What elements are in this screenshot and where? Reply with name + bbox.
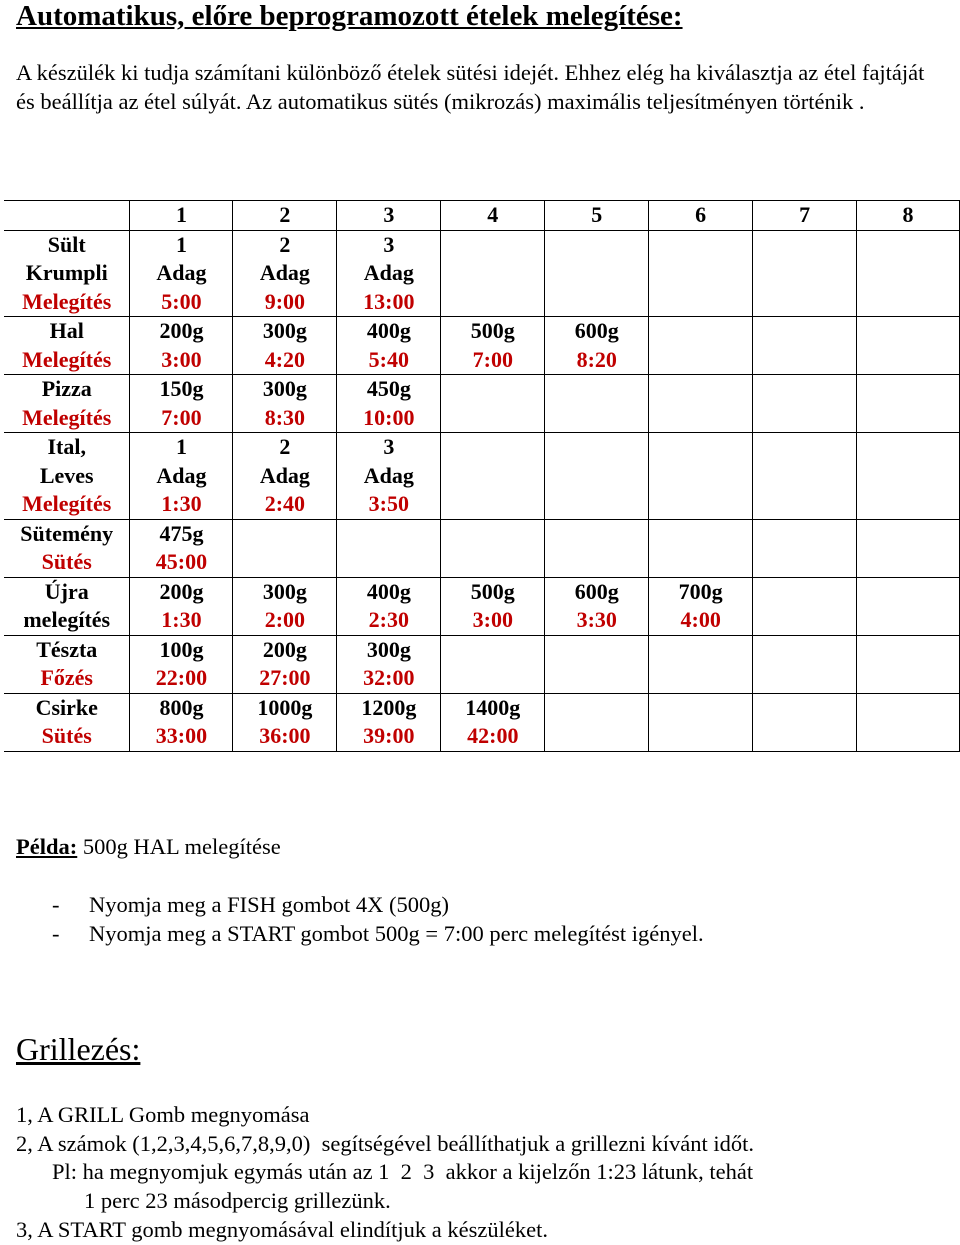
cell-time: 7:00 — [161, 404, 202, 430]
grill-heading: Grillezés: — [16, 1031, 141, 1067]
cell-amount: 300g — [262, 376, 307, 401]
row-label — [4, 635, 130, 693]
table-cell — [441, 519, 545, 577]
cell-time: 10:00 — [363, 404, 415, 430]
dash-bullet: - — [52, 921, 60, 946]
table-cell — [441, 635, 545, 693]
table-cell — [233, 230, 337, 317]
cell-amount: 1400g — [465, 694, 521, 720]
row-label — [4, 433, 130, 520]
table-cell — [337, 230, 441, 317]
cooking-times-table — [4, 200, 960, 752]
table-cell — [233, 693, 337, 751]
cell-time: 5:00 — [161, 288, 202, 314]
dash-bullet: - — [52, 892, 60, 917]
cell-amount: 600g — [574, 318, 619, 343]
table-cell — [337, 433, 441, 520]
row-label — [4, 230, 130, 317]
table-cell — [441, 577, 545, 635]
table-cell — [337, 635, 441, 693]
row-action: Melegítés — [22, 404, 112, 430]
step-text: Nyomja meg a START gombot 500g = 7:00 perc melegítést igényel. — [89, 921, 704, 946]
cell-time: 45:00 — [155, 549, 208, 574]
table-row — [4, 375, 960, 433]
table-cell — [441, 433, 545, 520]
cell-amount: 700g — [678, 578, 723, 604]
table-cell — [130, 230, 233, 317]
cell-time: 3:00 — [161, 346, 202, 372]
cell-time: 13:00 — [363, 288, 415, 314]
table-cell — [337, 519, 441, 577]
cell-amount: 500g — [470, 578, 515, 604]
row-action: Melegítés — [22, 491, 112, 516]
table-cell — [441, 230, 545, 317]
row-label-line: Újra — [44, 578, 89, 604]
column-header: 3 — [337, 201, 441, 231]
cell-amount: 1 — [175, 231, 187, 257]
row-label — [4, 317, 130, 375]
cell-amount: 300g — [366, 636, 411, 662]
example-line — [16, 832, 281, 861]
table-row — [4, 519, 960, 577]
column-header: 2 — [233, 201, 337, 231]
page-title: Automatikus, előre beprogramozott ételek melegítése: — [16, 0, 683, 32]
table-cell — [649, 375, 753, 433]
row-label — [4, 693, 130, 751]
table-cell — [753, 433, 857, 520]
grill-line: 2, A számok (1,2,3,4,5,6,7,8,9,0) segítségével beállíthatjuk a grillezni kívánt időt. — [16, 1130, 754, 1156]
cell-time: 8:20 — [576, 346, 617, 372]
table-cell — [337, 577, 441, 635]
table-cell — [130, 519, 233, 577]
table-cell — [857, 230, 960, 317]
table-cell — [753, 375, 857, 433]
table-cell — [753, 693, 857, 751]
cell-time: 4:20 — [264, 346, 306, 372]
cell-amount: Adag — [259, 260, 310, 285]
row-label-line: Hal — [49, 318, 84, 343]
cell-amount: Adag — [156, 462, 207, 488]
cell-time: 8:30 — [264, 404, 306, 430]
cell-amount: Adag — [363, 462, 414, 488]
example-label: Példa: — [16, 834, 78, 859]
table-cell — [649, 693, 753, 751]
cell-time: 32:00 — [363, 665, 415, 690]
table-cell — [130, 635, 233, 693]
cell-time: 22:00 — [155, 665, 208, 690]
table-cell — [233, 635, 337, 693]
table-cell — [753, 519, 857, 577]
cell-amount: Adag — [363, 260, 414, 285]
table-cell — [753, 230, 857, 317]
table-row — [4, 577, 960, 635]
table-cell — [233, 375, 337, 433]
cell-time: 27:00 — [259, 665, 311, 690]
grill-line: 1, A GRILL Gomb megnyomása — [16, 1102, 310, 1127]
cell-amount: 1 — [175, 434, 187, 459]
table-cell — [233, 577, 337, 635]
grill-line: Pl: ha megnyomjuk egymás után az 1 2 3 akkor a kijelzőn 1:23 látunk, tehát — [52, 1159, 754, 1185]
cell-amount: 450g — [366, 376, 411, 401]
row-label — [4, 519, 130, 577]
cell-time: 39:00 — [363, 723, 415, 748]
grill-line: 3, A START gomb megnyomásával elindítjuk a készüléket. — [16, 1216, 548, 1242]
cell-amount: Adag — [156, 260, 207, 285]
column-header: 8 — [857, 201, 960, 231]
table-cell — [337, 375, 441, 433]
list-item — [52, 890, 704, 919]
cell-time: 2:40 — [264, 491, 306, 516]
row-action: Melegítés — [22, 288, 112, 314]
grill-line: 1 perc 23 másodpercig grillezünk. — [84, 1188, 391, 1214]
row-label-line: Sütemény — [20, 520, 114, 546]
row-action: Sütés — [41, 549, 92, 574]
table-cell — [233, 433, 337, 520]
cell-amount: 1200g — [361, 694, 417, 720]
cell-amount: 600g — [574, 578, 619, 604]
list-item — [52, 919, 704, 948]
table-header-row — [4, 201, 960, 231]
row-label-line: Ital, — [47, 434, 86, 459]
table-row — [4, 693, 960, 751]
cell-amount: 200g — [159, 578, 204, 604]
table-cell — [545, 230, 649, 317]
cell-amount: 1000g — [257, 694, 313, 720]
row-label-line: Sült — [47, 231, 86, 257]
cell-time: 33:00 — [155, 723, 208, 748]
table-cell — [753, 577, 857, 635]
table-cell — [545, 317, 649, 375]
cell-time: 4:00 — [680, 607, 721, 632]
table-cell — [233, 519, 337, 577]
cell-time: 42:00 — [467, 723, 519, 748]
table-cell — [545, 635, 649, 693]
row-label-line: Csirke — [35, 694, 98, 720]
row-label-line: melegítés — [23, 607, 111, 632]
column-header: 4 — [441, 201, 545, 231]
table-cell — [233, 317, 337, 375]
cell-time: 2:30 — [368, 607, 409, 632]
table-row — [4, 635, 960, 693]
table-cell — [545, 693, 649, 751]
table-cell — [441, 317, 545, 375]
table-cell — [545, 519, 649, 577]
cell-time: 2:00 — [264, 607, 306, 632]
table-cell — [441, 693, 545, 751]
table-cell — [753, 317, 857, 375]
row-label-line: Pizza — [41, 376, 92, 401]
example-steps — [52, 890, 704, 948]
cell-time: 5:40 — [368, 346, 409, 372]
table-cell — [753, 635, 857, 693]
table-cell — [337, 317, 441, 375]
cell-amount: 800g — [159, 694, 204, 720]
cell-amount: 3 — [383, 434, 395, 459]
cell-time: 36:00 — [259, 723, 311, 748]
table-row — [4, 433, 960, 520]
example-text: 500g HAL melegítése — [82, 834, 281, 859]
table-cell — [649, 433, 753, 520]
cell-amount: 300g — [262, 578, 307, 604]
cell-time: 1:30 — [161, 491, 202, 516]
table-cell — [857, 693, 960, 751]
table-cell — [857, 317, 960, 375]
cell-amount: 150g — [159, 376, 204, 401]
cell-amount: 2 — [279, 434, 291, 459]
table-cell — [649, 317, 753, 375]
row-label-line: Leves — [39, 462, 94, 488]
column-header: 7 — [753, 201, 857, 231]
row-action: Sütés — [41, 723, 92, 748]
table-cell — [441, 375, 545, 433]
row-label — [4, 375, 130, 433]
table-cell — [545, 577, 649, 635]
cell-amount: 3 — [383, 231, 395, 257]
table-cell — [649, 635, 753, 693]
cell-amount: 500g — [470, 318, 515, 343]
column-header: 5 — [545, 201, 649, 231]
table-cell — [337, 693, 441, 751]
cell-time: 1:30 — [161, 607, 202, 632]
table-cell — [857, 577, 960, 635]
row-action: Melegítés — [22, 346, 112, 372]
row-label-line: Krumpli — [25, 260, 108, 285]
cell-time: 9:00 — [264, 288, 306, 314]
cell-amount: 200g — [262, 636, 307, 662]
cell-amount: 100g — [159, 636, 204, 662]
table-row — [4, 230, 960, 317]
table-body — [4, 230, 960, 751]
row-label-line: Tészta — [36, 636, 98, 662]
table-cell — [545, 433, 649, 520]
cell-amount: Adag — [259, 462, 310, 488]
cell-amount: 200g — [159, 318, 204, 343]
step-text: Nyomja meg a FISH gombot 4X (500g) — [89, 892, 449, 917]
cell-time: 3:00 — [472, 607, 513, 632]
cell-amount: 475g — [159, 520, 204, 546]
intro-paragraph: A készülék ki tudja számítani különböző ételek sütési idejét. Ehhez elég ha kiválasztja az étel fajtáját és beállítja az étel súlyát. Az automatikus sütés (mikrozás) maximális teljesítményen történik . — [16, 60, 925, 114]
row-label — [4, 577, 130, 635]
cell-amount: 400g — [366, 318, 411, 343]
table-cell — [130, 317, 233, 375]
cell-amount: 2 — [279, 231, 291, 257]
grill-instructions — [16, 1101, 754, 1245]
table-cell — [130, 693, 233, 751]
cell-amount: 300g — [262, 318, 307, 343]
cell-time: 3:30 — [576, 607, 617, 632]
cell-time: 3:50 — [368, 491, 409, 516]
column-header: 6 — [649, 201, 753, 231]
table-cell — [857, 433, 960, 520]
table-cell — [649, 519, 753, 577]
cell-time: 7:00 — [472, 346, 513, 372]
table-row — [4, 317, 960, 375]
table-cell — [545, 375, 649, 433]
table-cell — [857, 375, 960, 433]
table-cell — [649, 230, 753, 317]
table-cell — [130, 375, 233, 433]
table-cell — [857, 519, 960, 577]
table-cell — [130, 577, 233, 635]
cell-amount: 400g — [366, 578, 411, 604]
row-action: Főzés — [40, 665, 93, 690]
table-cell — [130, 433, 233, 520]
header-corner — [4, 201, 130, 231]
table-cell — [649, 577, 753, 635]
column-header: 1 — [130, 201, 233, 231]
table-cell — [857, 635, 960, 693]
